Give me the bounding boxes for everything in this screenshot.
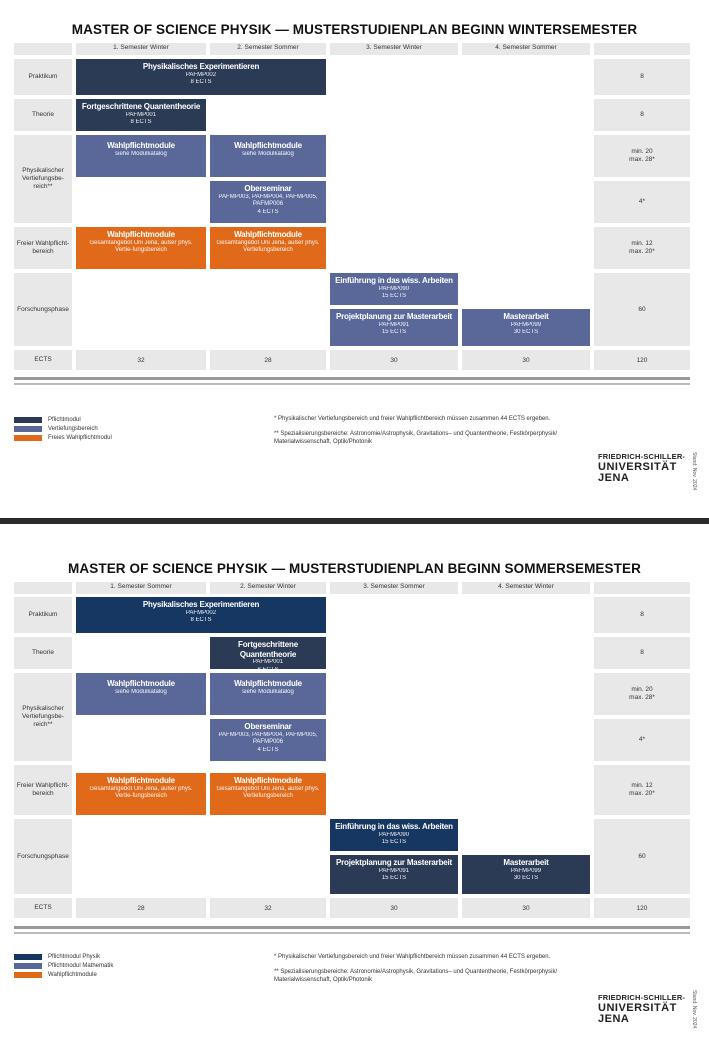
plan1-module-einfuehrung [330,273,458,305]
module-sub: siehe Modulkatalog [115,688,167,695]
module-title: Einführung in das wiss. Arbeiten [335,822,453,831]
plan2-module-wahlpflicht-2 [210,673,326,715]
plan2-ects-2: 32 [210,898,326,918]
plan1-total-theorie [594,99,690,131]
plan2-legend-item [14,954,100,960]
module-title: Projektplanung zur Masterarbeit [335,858,453,867]
plan2-stand: Stand: Nov. 2024 [691,990,697,1029]
legend-swatch [14,417,42,423]
module-code: PAFMP090 [378,831,410,838]
plan2-semester-3: 3. Semester Sommer [330,582,458,594]
plan2-note-2: ** Spezialisierungsbereiche: Astronomie/Astrophysik, Gravitations– und Quantentheorie, Festkörperphysik/ Materialwissenschaft, Optik/Photonik [274,969,558,983]
total-value: 4* [638,198,646,205]
total-max: max. 28* [629,694,655,701]
plan2-total-praktikum [594,597,690,633]
plan1-module-quantentheorie [76,99,206,131]
total-value: 8 [640,611,644,618]
plan2-note-1: * Physikalischer Vertiefungsbereich und freier Wahlpflichtbereich müssen zusammen 44 ECTS ergeben. [274,954,551,960]
legend-label: Pflichtmodul Physik [48,954,101,960]
plan1-legend-item [14,435,112,441]
legend-swatch [14,963,42,969]
logo-line-3: JENA [598,1013,630,1025]
plan1-university-logo [598,452,685,484]
plan2-title: MASTER OF SCIENCE PHYSIK — MUSTERSTUDIENPLAN BEGINN SOMMERSEMESTER [68,561,641,576]
module-title: Fortgeschrittene Quantentheorie [81,102,201,111]
plan1-module-frei-1 [76,227,206,269]
plan2-module-projektplanung [330,855,458,894]
plan2-module-oberseminar [210,719,326,761]
plan2-semester-2: 2. Semester Winter [210,582,326,594]
plan1-title: MASTER OF SCIENCE PHYSIK — MUSTERSTUDIENPLAN BEGINN WINTERSEMESTER [71,22,638,37]
module-title: Masterarbeit [503,312,549,321]
plan1-ects-3: 30 [330,350,458,370]
plan2-module-einfuehrung [330,819,458,851]
legend-label: Pflichtmodul Mathematik [48,963,114,969]
plan2-ects-4: 30 [462,898,590,918]
module-ects: 8 ECTS [190,79,212,85]
total-min: min. 20 [631,148,653,155]
total-max: max. 28* [629,156,655,163]
logo-line-3: JENA [598,472,630,484]
plan2-module-masterarbeit [462,855,590,894]
module-sub: siehe Modulkatalog [242,688,294,695]
module-ects: 15 ECTS [381,839,407,845]
plan1-semester-3: 3. Semester Winter [330,43,458,55]
module-title: Oberseminar [244,184,292,193]
plan1-module-masterarbeit [462,309,590,346]
module-code: PAFMP002 [185,609,217,616]
plan1-legend-item [14,426,98,432]
module-ects: 15 ECTS [381,875,407,881]
module-title: Wahlpflichtmodule [234,141,302,150]
plan2-total-forschung [594,819,690,894]
plan2-row-ects: ECTS [14,898,72,918]
plan2-semester-1: 1. Semester Sommer [76,582,206,594]
plan2-ects-total: 120 [594,898,690,918]
plan2-ects-3: 30 [330,898,458,918]
plan2-header-total [594,582,690,594]
plan2-university-logo [598,993,685,1025]
plan1-module-frei-2 [210,227,326,269]
plan2-ects-1: 28 [76,898,206,918]
plan2-row-forschung: Forschungsphase [14,819,72,894]
plan1-ects-2: 28 [210,350,326,370]
module-ects: 15 ECTS [381,293,407,299]
total-value: 8 [640,649,644,656]
plan2-total-theorie [594,637,690,669]
plan2-module-wahlpflicht-1 [76,673,206,715]
total-min: min. 20 [631,686,653,693]
plan1-total-forschung [594,273,690,346]
plan2-row-wahlpflicht: Freier Wahlpflicht-bereich [14,765,72,815]
legend-swatch [14,435,42,441]
total-value: 60 [638,305,646,313]
plan1-semester-1: 1. Semester Winter [76,43,206,55]
module-sub: Gesamtangebot Uni Jena, außer phys. Vertie-fungsbereich [89,239,193,253]
total-value: 8 [640,111,644,118]
module-code: PAFMP090 [378,285,410,292]
plan2-module-quantentheorie [210,637,326,673]
module-code: PAFMP003, PAFMP004, PAFMP005, PAFMP006 [218,731,318,745]
plan1-ects-total: 120 [594,350,690,370]
plan2-legend-item [14,972,97,978]
plan2-total-oberseminar [594,719,690,761]
plan2-total-vertiefung [594,673,690,715]
plan2-module-frei-2 [210,773,326,815]
plan2-rule-2 [14,932,690,934]
plan2-semester-4: 4. Semester Winter [462,582,590,594]
plan2-module-frei-1 [76,773,206,815]
module-sub: siehe Modulkatalog [242,150,294,157]
plan1-row-theorie: Theorie [14,99,72,131]
module-code: PAFMP091 [378,867,410,874]
plan2-module-experimentieren [76,597,326,633]
plan1-row-ects: ECTS [14,350,72,370]
total-min: min. 12 [631,240,653,247]
module-title: Projektplanung zur Masterarbeit [335,312,453,321]
legend-swatch [14,426,42,432]
plan1-module-oberseminar [210,181,326,223]
logo-line-2: UNIVERSITÄT [598,461,677,473]
module-code: PAFMP002 [185,71,217,78]
plan1-row-wahlpflicht: Freier Wahlpflicht-bereich [14,227,72,269]
plan1-rule [14,377,690,380]
plan1-row-forschung: Forschungsphase [14,273,72,346]
plan1-module-projektplanung [330,309,458,346]
module-title: Masterarbeit [503,858,549,867]
legend-label: Vertiefungsbereich [48,426,98,432]
plan1-ects-4: 30 [462,350,590,370]
plan1-module-wahlpflicht-1 [76,135,206,177]
plan2-row-praktikum: Praktikum [14,597,72,633]
module-code: PAFMP099 [510,867,542,874]
plan1-rule-2 [14,383,690,385]
module-title: Wahlpflichtmodule [107,679,175,688]
plan1-legend-item [14,417,81,423]
plan1-header-total [594,43,690,55]
plan2-rule [14,926,690,929]
module-ects: 15 ECTS [381,329,407,335]
plan1-row-vertiefung: Physikalischer Vertiefungsbe-reich** [14,135,72,223]
module-sub: siehe Modulkatalog [115,150,167,157]
legend-label: Pflichtmodul [48,417,81,423]
module-title: Oberseminar [244,722,292,731]
module-code: PAFMP003, PAFMP004, PAFMP005, PAFMP006 [218,193,318,207]
module-title: Wahlpflichtmodule [107,776,175,785]
module-code: PAFMP091 [378,321,410,328]
plan2-total-wahlpflicht [594,765,690,815]
plan1-module-experimentieren [76,59,326,95]
total-min: min. 12 [631,782,653,789]
plan1-module-wahlpflicht-2 [210,135,326,177]
total-max: max. 20* [629,248,655,255]
plan2-legend-item [14,963,113,969]
total-max: max. 20* [629,790,655,797]
legend-swatch [14,954,42,960]
module-title: Fortgeschrittene Quantentheorie [238,640,298,659]
plan1-total-wahlpflicht [594,227,690,269]
plan1-row-praktikum: Praktikum [14,59,72,95]
module-ects: 30 ECTS [513,875,539,881]
plan1-note-1: * Physikalischer Vertiefungsbereich und freier Wahlpflichtbereich müssen zusammen 44 ECTS ergeben. [274,416,551,422]
plan1-semester-4: 4. Semester Sommer [462,43,590,55]
total-value: 8 [640,73,644,80]
module-sub: Gesamtangebot Uni Jena, außer phys. Vertiefungsbereich [216,239,320,253]
plan1-total-vertiefung [594,135,690,177]
page-divider [0,518,709,524]
module-code: PAFMP099 [510,321,542,328]
plan2-row-vertiefung: Physikalischer Vertiefungsbe-reich** [14,673,72,761]
plan1-semester-2: 2. Semester Sommer [210,43,326,55]
plan1-ects-1: 32 [76,350,206,370]
plan1-header-corner [14,43,72,55]
plan1-note-2: ** Spezialisierungsbereiche: Astronomie/Astrophysik, Gravitations– und Quantentheorie, Festkörperphysik/ Materialwissenschaft, Optik/Photonik [274,431,558,445]
total-value: 4* [638,736,646,743]
legend-label: Freies Wahlpflichtmodul [48,435,112,441]
module-sub: Gesamtangebot Uni Jena, außer phys. Vertie-fungsbereich [89,785,193,799]
module-title: Wahlpflichtmodule [107,141,175,150]
total-value: 60 [638,852,646,860]
plan1-total-oberseminar [594,181,690,223]
logo-line-1: FRIEDRICH-SCHILLER- [598,993,686,1002]
module-ects: 30 ECTS [513,329,539,335]
logo-line-2: UNIVERSITÄT [598,1002,677,1014]
module-ects: 4 ECTS [257,208,279,215]
logo-line-1: FRIEDRICH-SCHILLER- [598,452,686,461]
module-sub: Gesamtangebot Uni Jena, außer phys. Vertiefungsbereich [216,785,320,799]
plan2-row-theorie: Theorie [14,637,72,669]
module-ects: 4 ECTS [257,746,279,753]
legend-swatch [14,972,42,978]
module-title: Wahlpflichtmodule [234,679,302,688]
module-title: Wahlpflichtmodule [107,230,175,239]
module-title: Wahlpflichtmodule [234,776,302,785]
module-title: Wahlpflichtmodule [234,230,302,239]
module-title: Physikalisches Experimentieren [142,62,260,71]
module-ects: 8 ECTS [190,617,212,623]
plan1-total-praktikum [594,59,690,95]
module-code: PAFMP001 [252,659,284,665]
module-title: Einführung in das wiss. Arbeiten [335,276,453,285]
module-ects: 8 ECTS [130,119,152,125]
module-title: Physikalisches Experimentieren [142,600,260,609]
plan1-stand: Stand: Nov. 2024 [691,452,697,491]
legend-label: Wahlpflichtmodule [48,972,97,978]
plan2-header-corner [14,582,72,594]
module-code: PAFMP001 [125,111,157,118]
module-ects: 8 ECTS [257,666,279,673]
